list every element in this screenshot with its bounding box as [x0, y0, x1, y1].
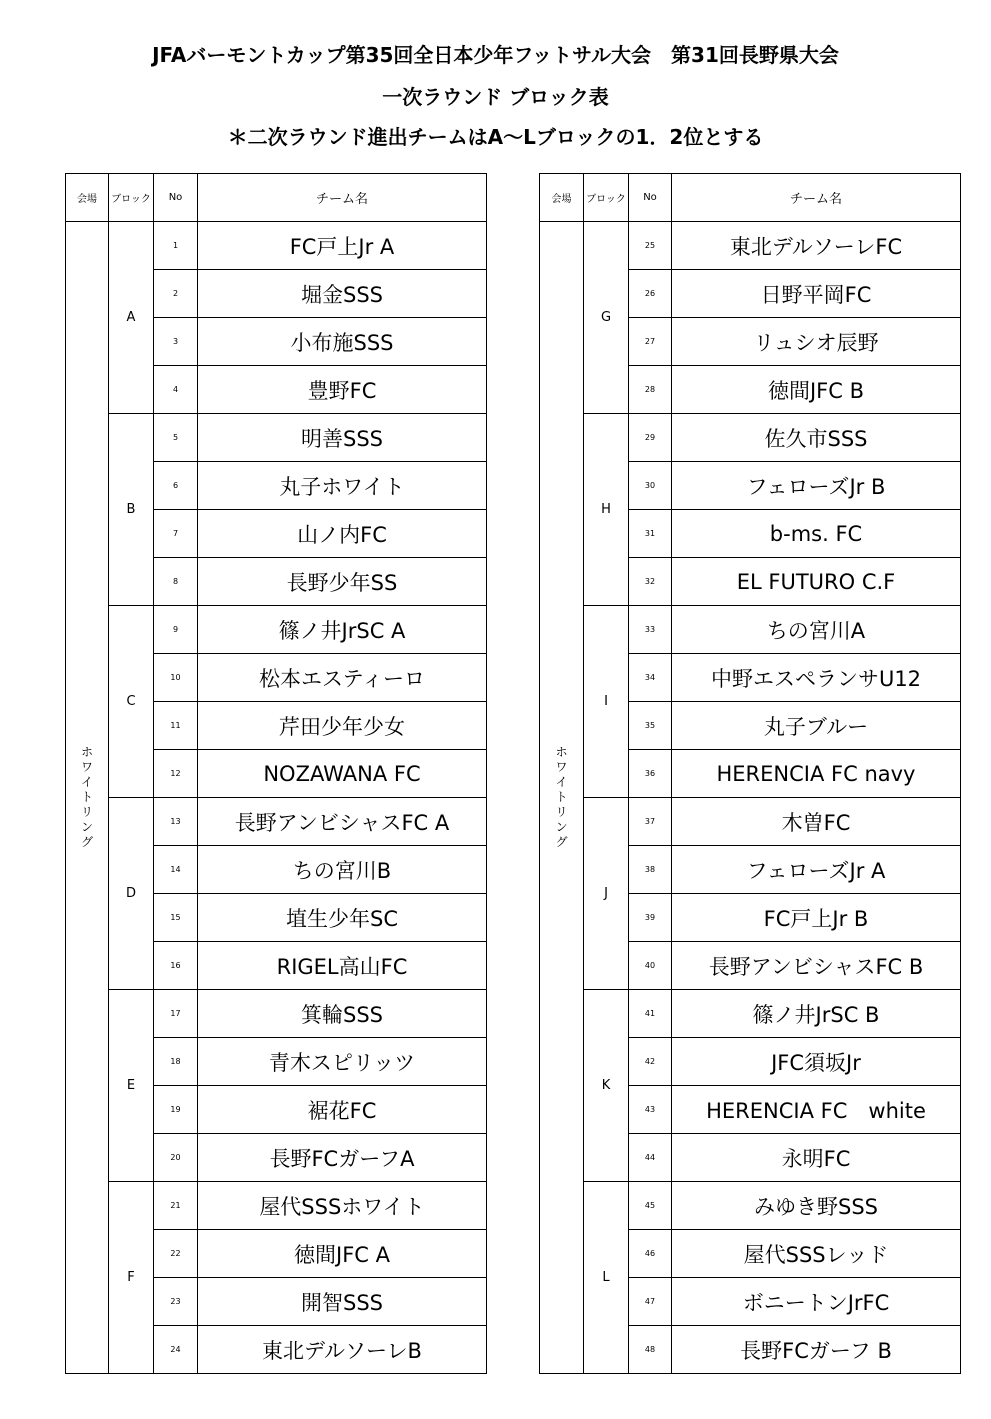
- team-name: 裾花FC: [198, 1086, 487, 1134]
- team-name: EL FUTURO C.F: [672, 558, 961, 606]
- team-name: ちの宮川B: [198, 846, 487, 894]
- table-row: [66, 1182, 487, 1230]
- team-number: 36: [629, 750, 672, 798]
- team-number: 37: [629, 798, 672, 846]
- team-number: 3: [154, 318, 198, 366]
- team-number: 12: [154, 750, 198, 798]
- team-number: 25: [629, 222, 672, 270]
- venue-cell: [66, 222, 109, 1374]
- team-name: 屋代SSSホワイト: [198, 1182, 487, 1230]
- team-number: 33: [629, 606, 672, 654]
- team-name: みゆき野SSS: [672, 1182, 961, 1230]
- team-name: 箕輪SSS: [198, 990, 487, 1038]
- venue-label: ホワイトリング: [81, 745, 94, 849]
- team-name: 埴生少年SC: [198, 894, 487, 942]
- venue-header: 会場: [540, 174, 584, 222]
- block-header: ブロック: [584, 174, 629, 222]
- team-number: 35: [629, 702, 672, 750]
- block-label: F: [109, 1182, 154, 1374]
- team-number: 31: [629, 510, 672, 558]
- team-name: フェローズJr A: [672, 846, 961, 894]
- team-number: 13: [154, 798, 198, 846]
- table-row: [540, 414, 961, 462]
- team-number: 9: [154, 606, 198, 654]
- block-label: C: [109, 606, 154, 798]
- block-label: D: [109, 798, 154, 990]
- team-name-header: チーム名: [672, 174, 961, 222]
- team-name: 篠ノ井JrSC B: [672, 990, 961, 1038]
- table-row: [66, 606, 487, 654]
- team-number: 40: [629, 942, 672, 990]
- team-name: 長野FCガーフA: [198, 1134, 487, 1182]
- team-number: 10: [154, 654, 198, 702]
- table-row: [66, 990, 487, 1038]
- team-number: 6: [154, 462, 198, 510]
- block-label: I: [584, 606, 629, 798]
- team-name: 豊野FC: [198, 366, 487, 414]
- block-label: K: [584, 990, 629, 1182]
- team-name: 堀金SSS: [198, 270, 487, 318]
- team-name: FC戸上Jr A: [198, 222, 487, 270]
- team-number: 48: [629, 1326, 672, 1374]
- table-row: [540, 990, 961, 1038]
- team-name: 丸子ホワイト: [198, 462, 487, 510]
- team-number: 46: [629, 1230, 672, 1278]
- team-number: 43: [629, 1086, 672, 1134]
- team-name: b-ms. FC: [672, 510, 961, 558]
- team-name: フェローズJr B: [672, 462, 961, 510]
- team-name: 屋代SSSレッド: [672, 1230, 961, 1278]
- team-name: 明善SSS: [198, 414, 487, 462]
- team-number: 45: [629, 1182, 672, 1230]
- team-number: 38: [629, 846, 672, 894]
- team-number: 41: [629, 990, 672, 1038]
- team-name: 芹田少年少女: [198, 702, 487, 750]
- table-row: [66, 414, 487, 462]
- table-header-row: [540, 174, 961, 222]
- right-bracket-table: [539, 173, 961, 1374]
- team-name: NOZAWANA FC: [198, 750, 487, 798]
- team-name: 山ノ内FC: [198, 510, 487, 558]
- team-number: 22: [154, 1230, 198, 1278]
- team-number: 47: [629, 1278, 672, 1326]
- team-name: リュシオ辰野: [672, 318, 961, 366]
- table-header-row: [66, 174, 487, 222]
- block-label: B: [109, 414, 154, 606]
- team-number: 16: [154, 942, 198, 990]
- team-number: 32: [629, 558, 672, 606]
- team-name: ボニートンJrFC: [672, 1278, 961, 1326]
- team-number: 44: [629, 1134, 672, 1182]
- team-name-header: チーム名: [198, 174, 487, 222]
- team-number: 4: [154, 366, 198, 414]
- team-name: FC戸上Jr B: [672, 894, 961, 942]
- team-name: HERENCIA FC white: [672, 1086, 961, 1134]
- page-title: JFAバーモントカップ第35回全日本少年フットサル大会 第31回長野県大会: [152, 43, 839, 67]
- team-number: 15: [154, 894, 198, 942]
- team-number: 23: [154, 1278, 198, 1326]
- team-name: 松本エスティーロ: [198, 654, 487, 702]
- page-subtitle: 一次ラウンド ブロック表: [382, 85, 609, 109]
- team-name: RIGEL高山FC: [198, 942, 487, 990]
- venue-cell: [540, 222, 584, 1374]
- block-label: A: [109, 222, 154, 414]
- team-name: HERENCIA FC navy: [672, 750, 961, 798]
- team-number: 11: [154, 702, 198, 750]
- team-number: 21: [154, 1182, 198, 1230]
- team-number: 29: [629, 414, 672, 462]
- team-name: 徳間JFC A: [198, 1230, 487, 1278]
- team-name: 小布施SSS: [198, 318, 487, 366]
- team-number: 18: [154, 1038, 198, 1086]
- team-number: 8: [154, 558, 198, 606]
- team-name: 長野アンビシャスFC B: [672, 942, 961, 990]
- team-number: 7: [154, 510, 198, 558]
- team-number: 14: [154, 846, 198, 894]
- page-note: ＊二次ラウンド進出チームはA～Lブロックの1．2位とする: [227, 125, 764, 149]
- table-row: [540, 798, 961, 846]
- team-number: 20: [154, 1134, 198, 1182]
- team-number: 19: [154, 1086, 198, 1134]
- no-header: No: [154, 174, 198, 222]
- team-number: 5: [154, 414, 198, 462]
- team-name: 中野エスペランサU12: [672, 654, 961, 702]
- team-name: 丸子ブルー: [672, 702, 961, 750]
- team-name: 篠ノ井JrSC A: [198, 606, 487, 654]
- venue-header: 会場: [66, 174, 109, 222]
- team-number: 30: [629, 462, 672, 510]
- team-name: 永明FC: [672, 1134, 961, 1182]
- team-name: 長野アンビシャスFC A: [198, 798, 487, 846]
- team-number: 2: [154, 270, 198, 318]
- team-name: 徳間JFC B: [672, 366, 961, 414]
- team-name: 青木スピリッツ: [198, 1038, 487, 1086]
- table-row: [540, 222, 961, 270]
- block-header: ブロック: [109, 174, 154, 222]
- block-label: E: [109, 990, 154, 1182]
- table-row: [66, 798, 487, 846]
- team-number: 17: [154, 990, 198, 1038]
- team-name: 長野少年SS: [198, 558, 487, 606]
- team-number: 42: [629, 1038, 672, 1086]
- team-number: 27: [629, 318, 672, 366]
- no-header: No: [629, 174, 672, 222]
- block-label: H: [584, 414, 629, 606]
- table-row: [540, 606, 961, 654]
- block-label: L: [584, 1182, 629, 1374]
- block-label: J: [584, 798, 629, 990]
- team-name: 東北デルソーレB: [198, 1326, 487, 1374]
- team-name: 長野FCガーフ B: [672, 1326, 961, 1374]
- team-number: 26: [629, 270, 672, 318]
- team-name: 東北デルソーレFC: [672, 222, 961, 270]
- team-name: 佐久市SSS: [672, 414, 961, 462]
- team-name: 開智SSS: [198, 1278, 487, 1326]
- team-number: 39: [629, 894, 672, 942]
- team-number: 28: [629, 366, 672, 414]
- team-number: 34: [629, 654, 672, 702]
- table-row: [66, 222, 487, 270]
- team-name: JFC須坂Jr: [672, 1038, 961, 1086]
- team-name: 木曽FC: [672, 798, 961, 846]
- team-name: ちの宮川A: [672, 606, 961, 654]
- block-label: G: [584, 222, 629, 414]
- venue-label: ホワイトリング: [555, 745, 568, 849]
- team-number: 24: [154, 1326, 198, 1374]
- left-bracket-table: [65, 173, 487, 1374]
- team-name: 日野平岡FC: [672, 270, 961, 318]
- table-row: [540, 1182, 961, 1230]
- team-number: 1: [154, 222, 198, 270]
